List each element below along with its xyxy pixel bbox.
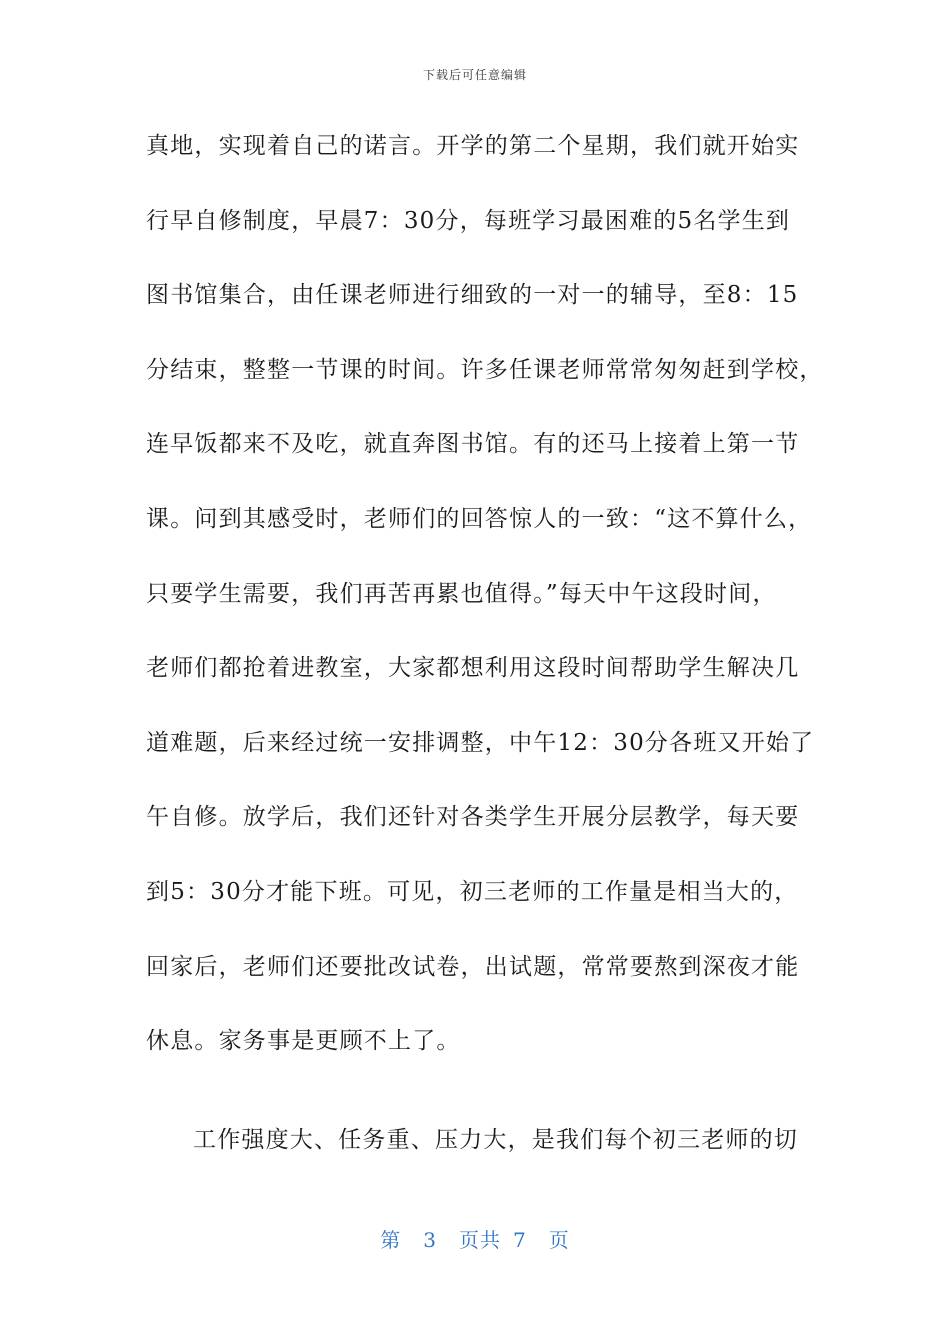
- paragraph-1: [146, 128, 824, 1098]
- text-line: 分结束，整整一节课的时间。许多任课老师常常匆匆赶到学校，: [146, 356, 824, 383]
- text-line: 午自修。放学后，我们还针对各类学生开展分层教学，每天要: [146, 804, 800, 831]
- text-line: 真地，实现着自己的诺言。开学的第二个星期，我们就开始实: [146, 133, 800, 159]
- text-line: 只要学生需要，我们再苦再累也值得。”每天中午这段时间，: [146, 580, 777, 607]
- text-line: 连早饭都来不及吃，就直奔图书馆。有的还马上接着上第一节: [146, 431, 800, 458]
- text-line: 工作强度大、任务重、压力大，是我们每个初三老师的切: [193, 1126, 798, 1153]
- footer-current-page: 3: [423, 1228, 437, 1252]
- footer-total-pages: 7: [513, 1228, 527, 1252]
- text-line: 图书馆集合，由任课老师进行细致的一对一的辅导，至8：15: [146, 282, 799, 309]
- footer-suffix: 页: [548, 1228, 570, 1252]
- page-header: 下载后可任意编辑: [422, 68, 527, 82]
- text-line: 回家后，老师们还要批改试卷，出试题，常常要熬到深夜才能: [146, 953, 800, 980]
- text-line: 老师们都抢着进教室，大家都想利用这段时间帮助学生解决几: [146, 655, 800, 682]
- footer-middle: 页共: [459, 1228, 501, 1252]
- text-line: 行早自修制度，早晨7：30分，每班学习最困难的5名学生到: [146, 207, 791, 234]
- footer-prefix: 第: [380, 1228, 402, 1252]
- paragraph-gap: [146, 1098, 816, 1122]
- page-footer: [0, 1224, 950, 1253]
- text-line: 道难题，后来经过统一安排调整，中午12：30分各班又开始了: [146, 729, 815, 756]
- text-line: 课。问到其感受时，老师们的回答惊人的一致：“这不算什么，: [146, 505, 813, 532]
- paragraph-2: [146, 1122, 816, 1197]
- text-line: 到5：30分才能下班。可见，初三老师的工作量是相当大的，: [146, 878, 799, 905]
- document-body: [146, 128, 824, 1196]
- text-line: 休息。家务事是更顾不上了。: [146, 1028, 461, 1055]
